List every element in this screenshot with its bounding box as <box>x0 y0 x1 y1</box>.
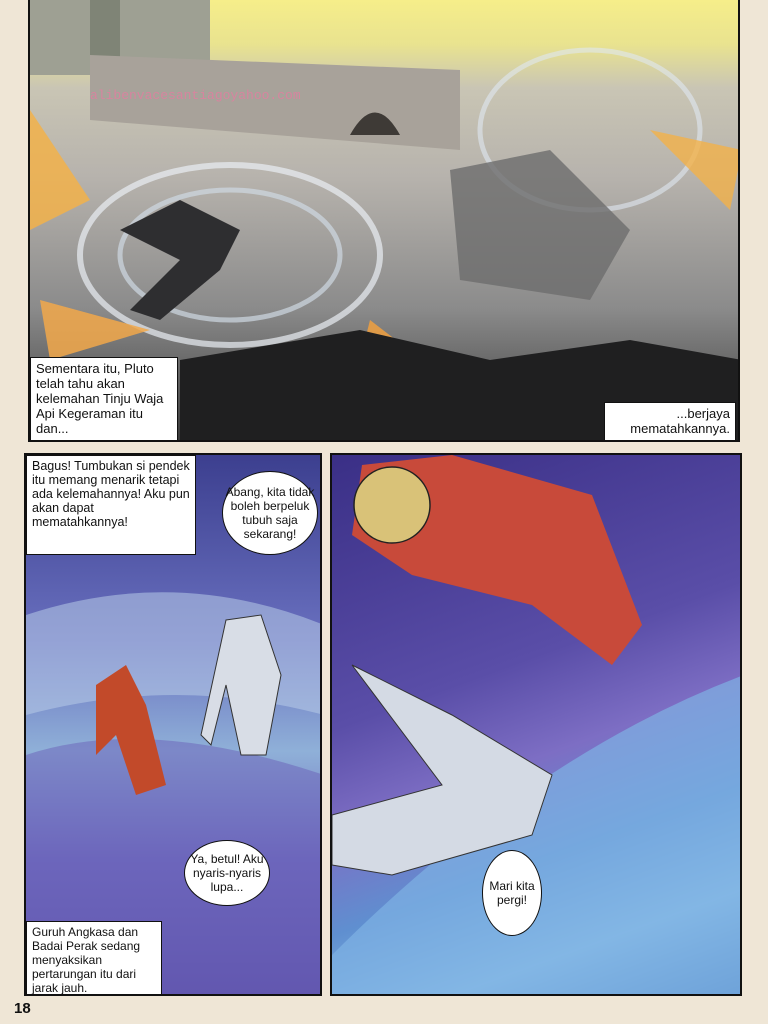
watermark-text: alibenvacesantiagoyahoo.com <box>90 88 301 103</box>
caption-box: Guruh Angkasa dan Badai Perak sedang menyaksikan pertarungan itu dari jarak jauh. <box>26 921 162 996</box>
explosion-ray <box>30 110 90 230</box>
speech-bubble: Abang, kita tidak boleh berpeluk tubuh saja sekarang! <box>222 471 318 555</box>
caption-box: Sementara itu, Pluto telah tahu akan kelemahan Tinju Waja Api Kegeraman itu dan... <box>30 357 178 442</box>
page-number: 18 <box>14 1000 31 1017</box>
shout-box: Bagus! Tumbukan si pendek itu memang menarik tetapi ada kelemahannya! Aku pun akan dapat mematahkannya! <box>26 455 196 555</box>
speech-bubble: Mari kita pergi! <box>482 850 542 936</box>
caption-box: ...berjaya mematahkannya. <box>604 402 736 442</box>
explosion-ray <box>650 130 740 210</box>
speech-bubble: Ya, betul! Aku nyaris-nyaris lupa... <box>184 840 270 906</box>
planet-atmosphere <box>26 592 322 715</box>
panel-bottom-right <box>330 453 742 996</box>
rubble-cloud <box>450 150 630 300</box>
armor-helmet <box>354 467 430 543</box>
panel-bottom-left <box>24 453 322 996</box>
panel-top <box>28 0 740 442</box>
